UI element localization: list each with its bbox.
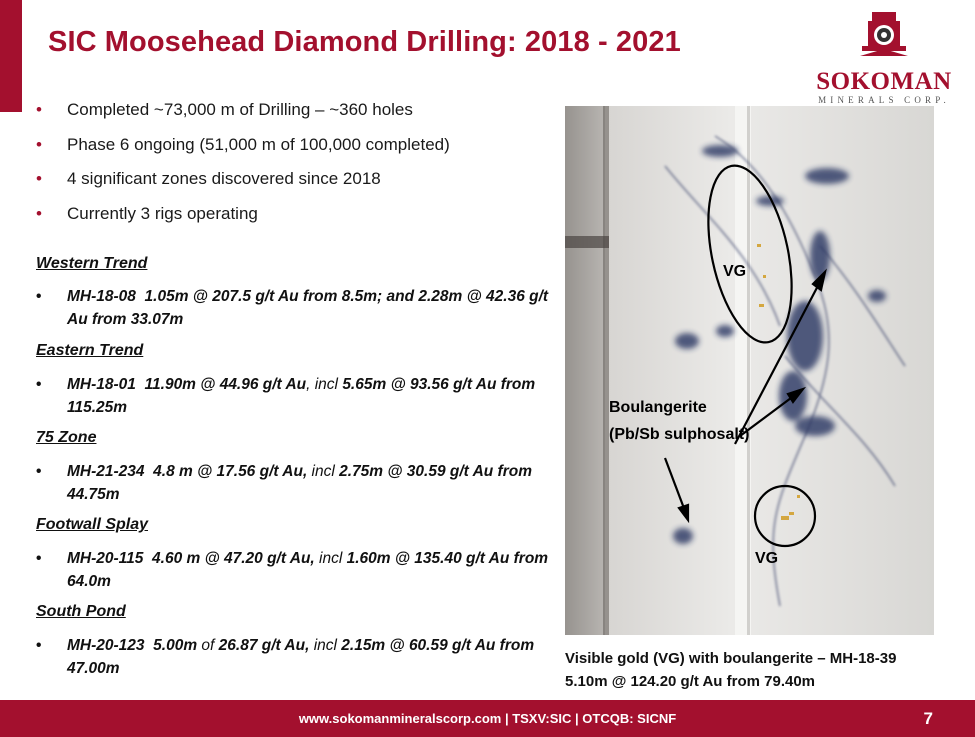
trend-result-footwall-splay: • MH-20-115 4.60 m @ 47.20 g/t Au, incl 1.60m @ 135.40 g/t Au from 64.0m xyxy=(36,547,556,593)
accent-bar xyxy=(0,0,22,112)
trend-result-western: • MH-18-08 1.05m @ 207.5 g/t Au from 8.5m; and 2.28m @ 42.36 g/t Au from 33.07m xyxy=(36,285,556,331)
bullet-icon: • xyxy=(36,550,42,567)
trend-heading-south-pond: South Pond xyxy=(36,603,126,620)
logo-subtitle: MINERALS CORP. xyxy=(818,95,950,105)
caption-line-2: 5.10m @ 124.20 g/t Au from 79.40m xyxy=(565,673,816,690)
caption-line-1: Visible gold (VG) with boulangerite – MH-18-39 xyxy=(565,650,897,667)
locomotive-icon xyxy=(858,10,910,62)
sulphosalt-label: (Pb/Sb sulphosalt) xyxy=(609,426,750,443)
drill-core-photo xyxy=(565,106,934,635)
core-sample-illustration xyxy=(565,106,934,635)
summary-item: • 4 significant zones discovered since 2018 xyxy=(36,162,450,197)
logo-wordmark: SOKOMAN xyxy=(816,68,952,95)
summary-item: • Completed ~73,000 m of Drilling – ~360 holes xyxy=(36,93,450,128)
trend-heading-western: Western Trend xyxy=(36,255,148,272)
summary-item: • Currently 3 rigs operating xyxy=(36,197,450,232)
bullet-icon: • xyxy=(36,169,42,188)
slide-title: SIC Moosehead Diamond Drilling: 2018 - 2021 xyxy=(48,26,681,58)
boulangerite-label: Boulangerite xyxy=(609,399,707,416)
vg-label-upper: VG xyxy=(723,263,747,280)
summary-list xyxy=(36,93,450,231)
sokoman-logo xyxy=(808,10,963,105)
trend-heading-eastern: Eastern Trend xyxy=(36,342,144,359)
bullet-icon: • xyxy=(36,100,42,119)
bullet-icon: • xyxy=(36,134,42,154)
page-number: 7 xyxy=(923,709,933,728)
trend-heading-75-zone: 75 Zone xyxy=(36,429,97,446)
trend-result-south-pond: • MH-20-123 5.00m of 26.87 g/t Au, incl 2.15m @ 60.59 g/t Au from 47.00m xyxy=(36,634,556,680)
footer-bar xyxy=(0,700,975,737)
photo-caption xyxy=(565,647,896,693)
trend-result-75-zone: • MH-21-234 4.8 m @ 17.56 g/t Au, incl 2.75m @ 30.59 g/t Au from 44.75m xyxy=(36,460,556,506)
bullet-icon: • xyxy=(36,376,42,393)
vg-label-lower: VG xyxy=(755,550,779,567)
bullet-icon: • xyxy=(36,463,42,480)
bullet-icon: • xyxy=(36,203,42,223)
bullet-icon: • xyxy=(36,288,42,305)
summary-item: • Phase 6 ongoing (51,000 m of 100,000 completed) xyxy=(36,128,450,163)
footer-links: www.sokomanmineralscorp.com | TSXV:SIC | OTCQB: SICNF xyxy=(298,711,677,726)
trend-heading-footwall-splay: Footwall Splay xyxy=(36,516,149,533)
trend-result-eastern: • MH-18-01 11.90m @ 44.96 g/t Au, incl 5.65m @ 93.56 g/t Au from 115.25m xyxy=(36,373,556,419)
bullet-icon: • xyxy=(36,637,42,654)
